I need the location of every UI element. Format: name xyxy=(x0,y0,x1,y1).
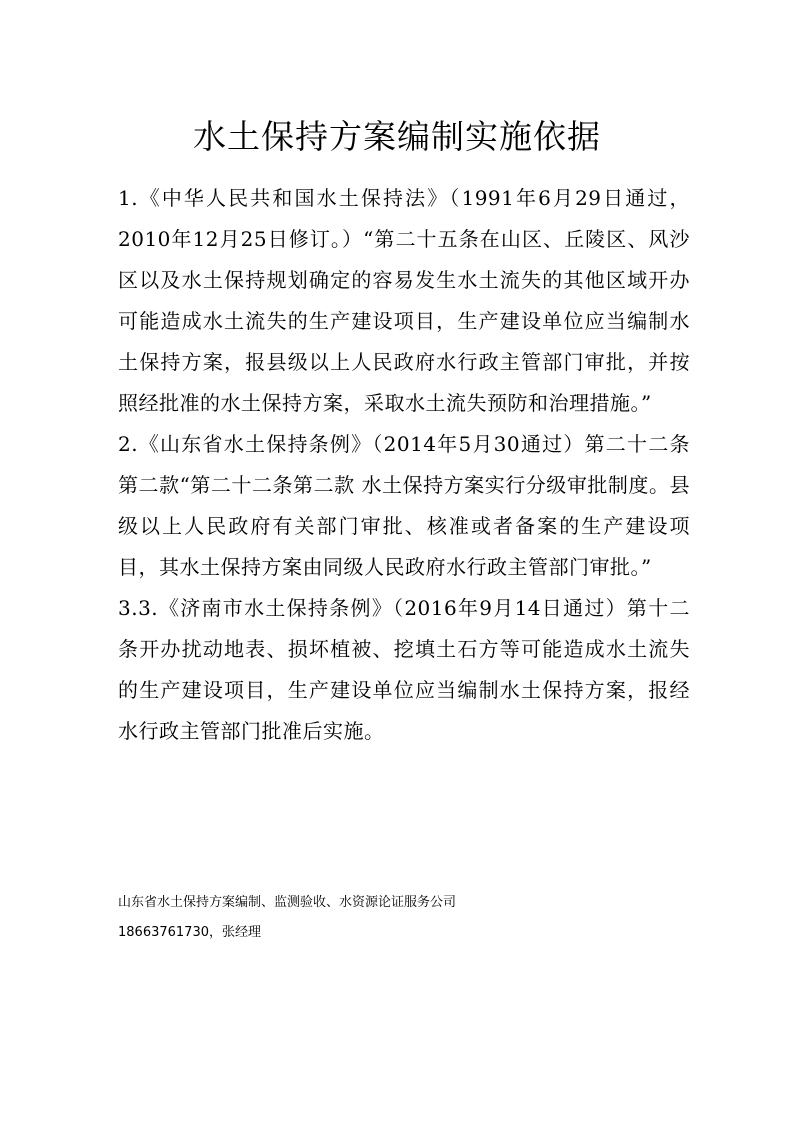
document-title: 水土保持方案编制实施依据 xyxy=(193,117,601,156)
footer-contact: 18663761730，张经理 xyxy=(118,925,261,940)
document-body xyxy=(118,178,690,752)
paragraph-3: 3.3.《济南市水土保持条例》（2016年9月14日通过）第十二条开办扰动地表、损坏植被、挖填土石方等可能造成水土流失的生产建设项目，生产建设单位应当编制水土保持方案，报经水行政主管部门批准后实施。 xyxy=(118,596,690,743)
paragraph-1: 1.《中华人民共和国水土保持法》（1991年6月29日通过，2010年12月25日修订。）“第二十五条在山区、丘陵区、风沙区以及水土保持规划确定的容易发生水土流失的其他区域开办可能造成水土流失的生产建设项目，生产建设单位应当编制水土保持方案，报县级以上人民政府水行政主管部门审批，并按照经批准的水土保持方案，采取水土流失预防和治理措施。” xyxy=(118,186,690,415)
paragraph-2: 2.《山东省水土保持条例》（2014年5月30通过）第二十二条第二款“第二十二条第二款 水土保持方案实行分级审批制度。县级以上人民政府有关部门审批、核准或者备案的生产建设项目，其水土保持方案由同级人民政府水行政主管部门审批。” xyxy=(118,432,690,579)
document-footer xyxy=(118,888,678,948)
footer-company: 山东省水土保持方案编制、监测验收、水资源论证服务公司 xyxy=(118,895,457,910)
